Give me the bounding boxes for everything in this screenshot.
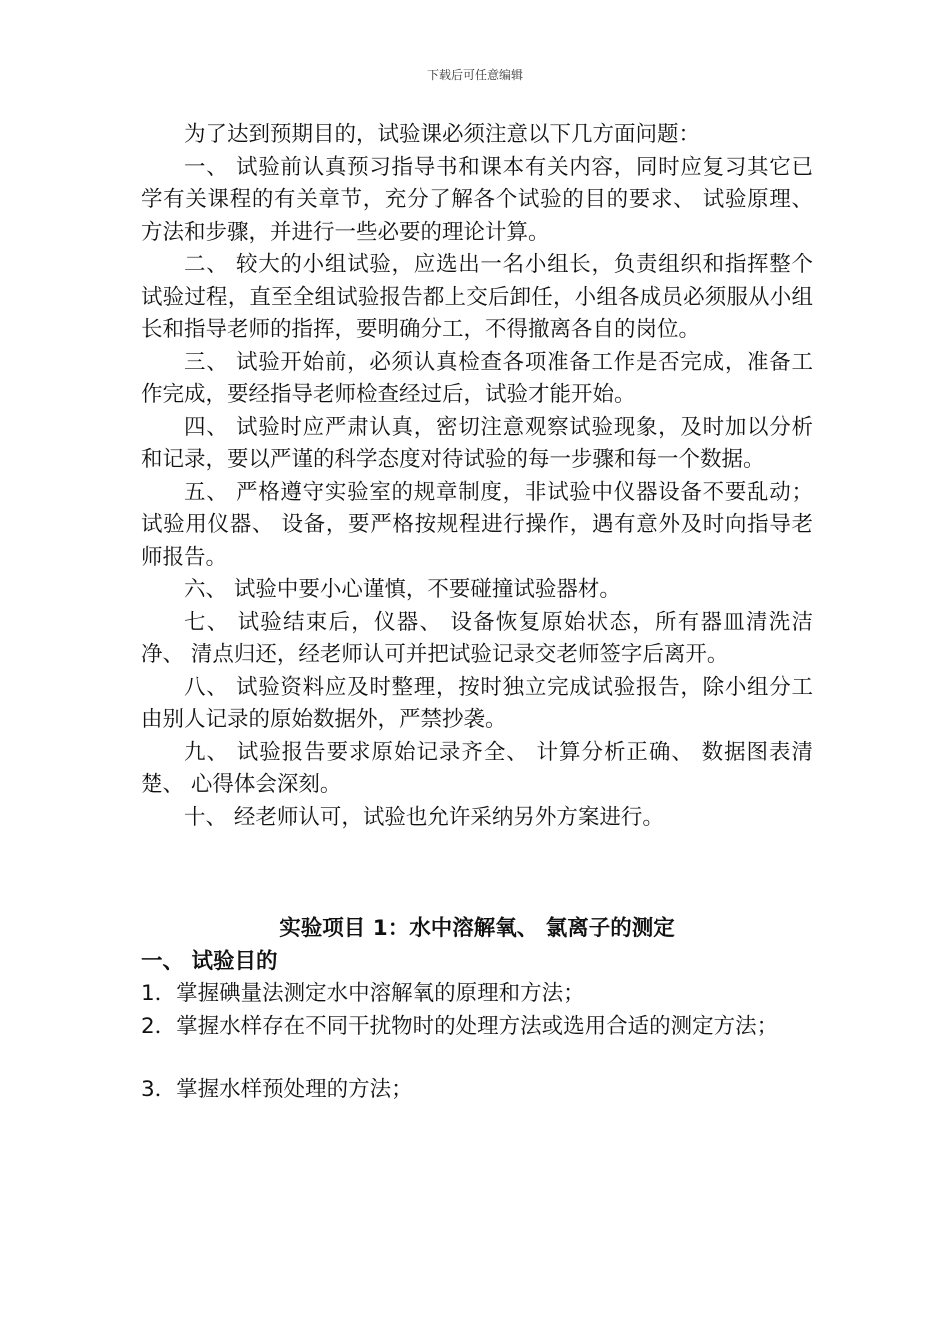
rule-paragraph: 六、 试验中要小心谨慎，不要碰撞试验器材。: [184, 577, 621, 602]
rule-paragraph: 二、 较大的小组试验，应选出一名小组长，负责组织和指挥整个试验过程，直至全组试验报告都上交后卸任，小组各成员必须服从小组长和指导老师的指挥，要明确分工，不得撤离各自的岗位。: [141, 252, 813, 342]
rule-paragraph: 十、 经老师认可，试验也允许采纳另外方案进行。: [184, 804, 664, 830]
objective-item: 1．掌握碘量法测定水中溶解氧的原理和方法；: [141, 981, 585, 1006]
rule-paragraph: 八、 试验资料应及时整理，按时独立完成试验报告，除小组分工由别人记录的原始数据外，严禁抄袭。: [141, 674, 813, 732]
rule-paragraph: 九、 试验报告要求原始记录齐全、 计算分析正确、 数据图表清楚、 心得体会深刻。: [141, 739, 813, 797]
objective-item: 2．掌握水样存在不同干扰物时的处理方法或选用合适的测定方法；: [141, 1013, 779, 1039]
rule-paragraph: 三、 试验开始前，必须认真检查各项准备工作是否完成，准备工作完成，要经指导老师检查经过后，试验才能开始。: [141, 349, 813, 407]
objective-item: 3．掌握水样预处理的方法；: [141, 1077, 413, 1102]
page-header: 下载后可任意编辑: [426, 68, 523, 82]
rule-paragraph: 五、 严格遵守实验室的规章制度，非试验中仪器设备不要乱动；试验用仪器、 设备，要严格按规程进行操作，遇有意外及时向指导老师报告。: [141, 479, 813, 570]
project-title: 实验项目 1：水中溶解氧、 氯离子的测定: [279, 916, 675, 941]
rule-paragraph: 一、 试验前认真预习指导书和课本有关内容，同时应复习其它已学有关课程的有关章节，充分了解各个试验的目的要求、 试验原理、 方法和步骤，并进行一些必要的理论计算。: [141, 154, 813, 245]
document-body: [141, 119, 813, 1107]
rule-paragraph: 四、 试验时应严肃认真，密切注意观察试验现象，及时加以分析和记录，要以严谨的科学态度对待试验的每一步骤和每一个数据。: [141, 414, 813, 472]
section-heading: 一、 试验目的: [141, 948, 278, 974]
rule-paragraph: 七、 试验结束后，仪器、 设备恢复原始状态，所有器皿清洗洁净、 清点归还，经老师认可并把试验记录交老师签字后离开。: [141, 609, 813, 667]
intro-paragraph: 为了达到预期目的，试验课必须注意以下几方面问题：: [184, 122, 701, 147]
